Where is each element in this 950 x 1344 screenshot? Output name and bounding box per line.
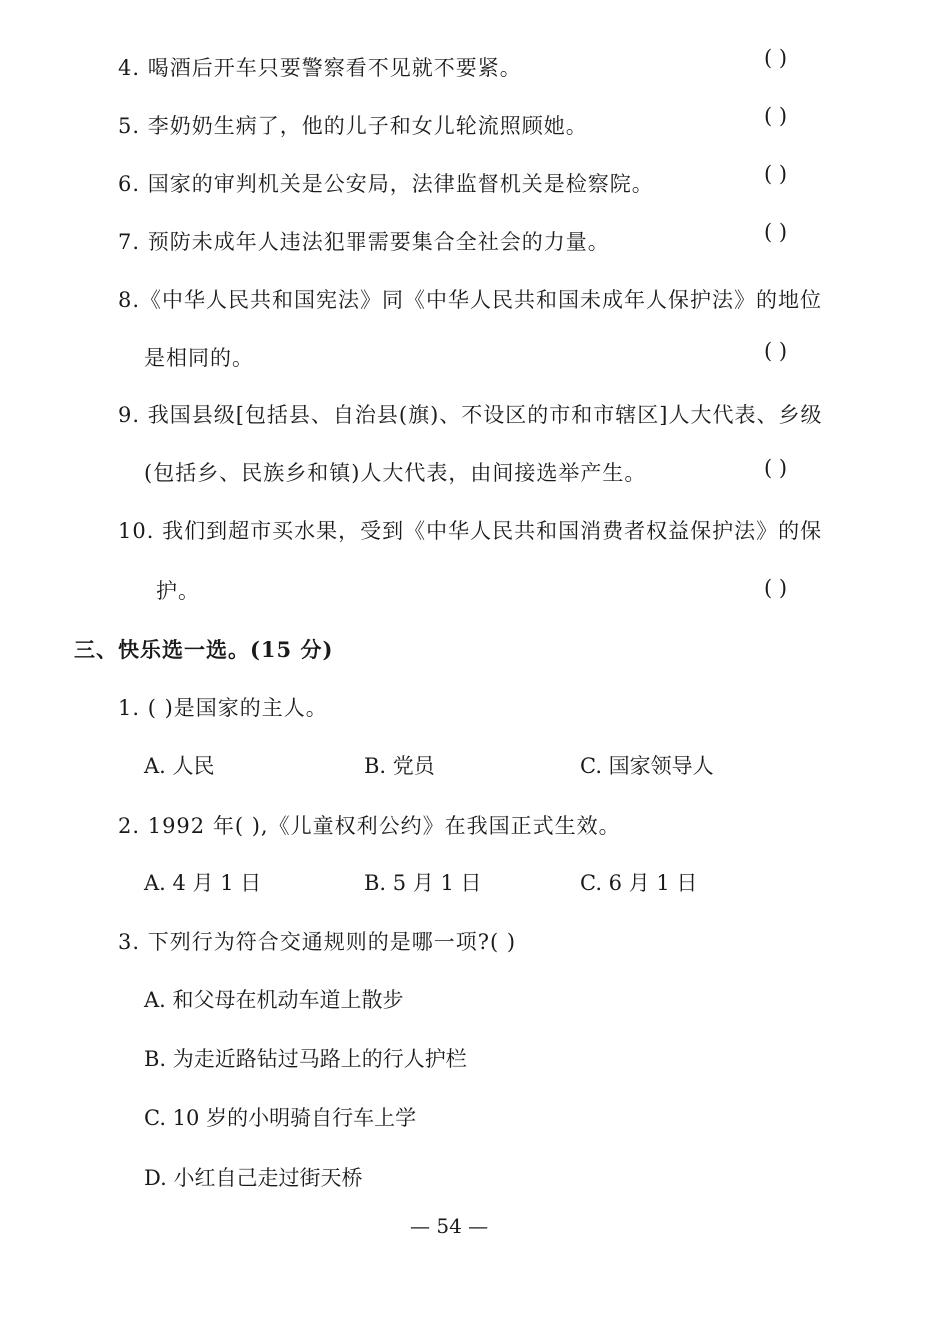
option-c[interactable]: C. 6 月 1 日 — [580, 871, 698, 895]
answer-paren[interactable]: ( ) — [764, 576, 788, 600]
choice-question-3: 3. 下列行为符合交通规则的是哪一项?( ) — [118, 930, 517, 954]
judge-item-8: 8.《中华人民共和国宪法》同《中华人民共和国未成年人保护法》的地位 — [118, 288, 823, 312]
option-c[interactable]: C. 国家领导人 — [580, 754, 714, 778]
option-c[interactable]: C. 10 岁的小明骑自行车上学 — [144, 1106, 417, 1130]
judge-item-6: 6. 国家的审判机关是公安局，法律监督机关是检察院。 — [118, 172, 654, 196]
judge-item-4: 4. 喝酒后开车只要警察看不见就不要紧。 — [118, 56, 522, 80]
judge-item-9: 9. 我国县级[包括县、自治县(旗)、不设区的市和市辖区]人大代表、乡级 — [118, 403, 823, 427]
option-d[interactable]: D. 小红自己走过街天桥 — [144, 1166, 363, 1190]
answer-paren[interactable]: ( ) — [764, 220, 788, 244]
option-b[interactable]: B. 为走近路钻过马路上的行人护栏 — [144, 1047, 467, 1071]
option-a[interactable]: A. 4 月 1 日 — [144, 871, 262, 895]
answer-paren[interactable]: ( ) — [764, 104, 788, 128]
page-number: — 54 — — [410, 1214, 489, 1238]
option-a[interactable]: A. 和父母在机动车道上散步 — [144, 988, 404, 1012]
judge-item-10-cont: 护。 — [156, 579, 200, 603]
section-heading: 三、快乐选一选。(15 分) — [74, 637, 334, 662]
choice-question-1: 1. ( )是国家的主人。 — [118, 696, 328, 720]
option-b[interactable]: B. 5 月 1 日 — [364, 871, 482, 895]
judge-item-10: 10. 我们到超市买水果，受到《中华人民共和国消费者权益保护法》的保 — [118, 519, 823, 543]
answer-paren[interactable]: ( ) — [764, 339, 788, 363]
judge-item-9-cont: (包括乡、民族乡和镇)人大代表，由间接选举产生。 — [144, 461, 647, 485]
judge-item-7: 7. 预防未成年人违法犯罪需要集合全社会的力量。 — [118, 230, 610, 254]
answer-paren[interactable]: ( ) — [764, 46, 788, 70]
judge-item-8-cont: 是相同的。 — [144, 346, 254, 370]
answer-paren[interactable]: ( ) — [764, 456, 788, 480]
judge-item-5: 5. 李奶奶生病了，他的儿子和女儿轮流照顾她。 — [118, 114, 588, 138]
option-a[interactable]: A. 人民 — [144, 754, 215, 778]
option-b[interactable]: B. 党员 — [364, 754, 435, 778]
answer-paren[interactable]: ( ) — [764, 162, 788, 186]
choice-question-2: 2. 1992 年( ),《儿童权利公约》在我国正式生效。 — [118, 814, 621, 838]
